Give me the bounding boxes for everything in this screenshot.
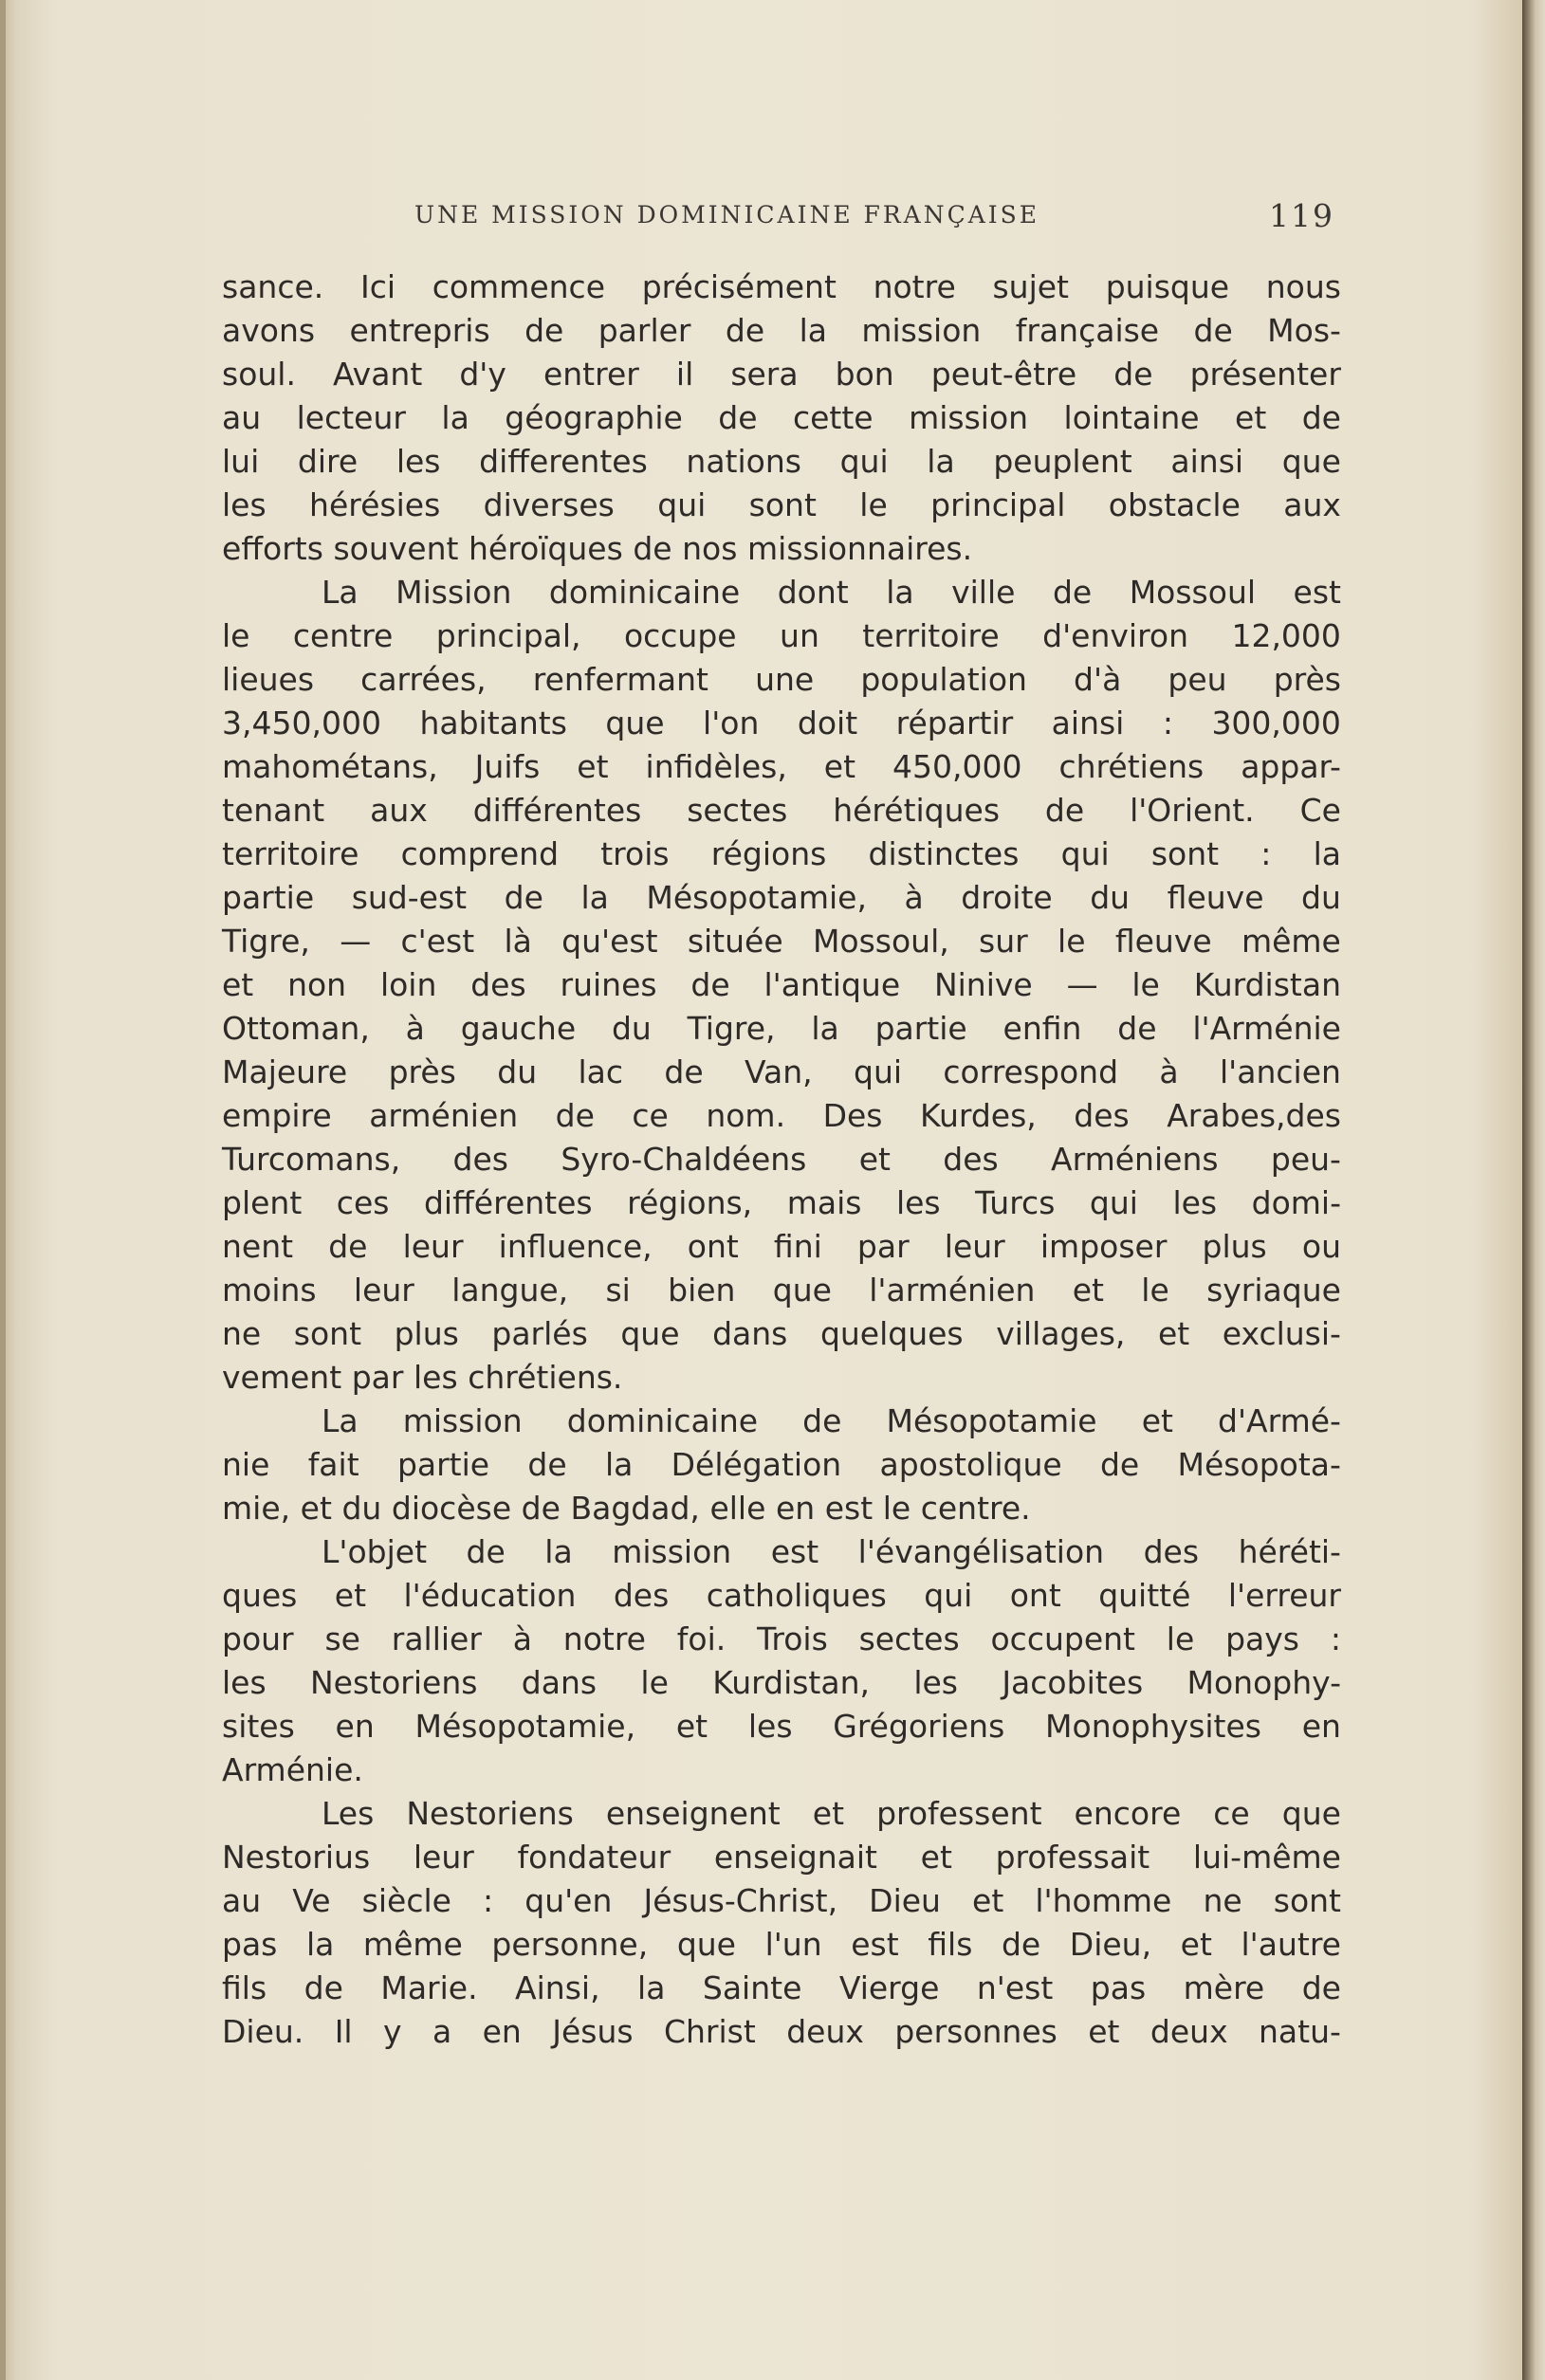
text-line: territoire comprend trois régions distinctes qui sont : la — [222, 835, 1341, 872]
text-line: les hérésies diverses qui sont le principal obstacle aux — [222, 486, 1341, 523]
text-line: ques et l'éducation des catholiques qui ont quitté l'erreur — [222, 1577, 1341, 1614]
page-header — [414, 197, 1334, 239]
text-line: lui dire les differentes nations qui la peuplent ainsi que — [222, 443, 1341, 480]
text-line: Ottoman, à gauche du Tigre, la partie enfin de l'Arménie — [222, 1010, 1341, 1047]
text-line: plent ces différentes régions, mais les Turcs qui les domi- — [222, 1184, 1341, 1221]
text-line: partie sud-est de la Mésopotamie, à droite du fleuve du — [222, 879, 1341, 916]
text-line: le centre principal, occupe un territoire d'environ 12,000 — [222, 617, 1341, 654]
text-line: empire arménien de ce nom. Des Kurdes, des Arabes,des — [222, 1097, 1341, 1134]
text-line: sites en Mésopotamie, et les Grégoriens Monophysites en — [222, 1708, 1341, 1745]
text-line: La mission dominicaine de Mésopotamie et d'Armé- — [322, 1402, 1341, 1439]
text-line: ne sont plus parlés que dans quelques villages, et exclusi- — [222, 1315, 1341, 1352]
text-line: Les Nestoriens enseignent et professent encore ce que — [322, 1795, 1341, 1832]
page-right-edge — [1522, 0, 1545, 2380]
text-line: efforts souvent héroïques de nos missionnaires. — [222, 530, 973, 567]
text-line: 3,450,000 habitants que l'on doit répartir ainsi : 300,000 — [222, 705, 1341, 741]
text-line: pas la même personne, que l'un est fils de Dieu, et l'autre — [222, 1926, 1341, 1963]
text-line: lieues carrées, renfermant une population d'à peu près — [222, 661, 1341, 698]
text-line: mahométans, Juifs et infidèles, et 450,000 chrétiens appar- — [222, 748, 1341, 785]
text-line: L'objet de la mission est l'évangélisation des héréti- — [322, 1533, 1341, 1570]
text-line: sance. Ici commence précisément notre sujet puisque nous — [222, 268, 1341, 305]
text-line: moins leur langue, si bien que l'arménien et le syriaque — [222, 1272, 1341, 1309]
text-line: pour se rallier à notre foi. Trois sectes occupent le pays : — [222, 1620, 1341, 1657]
text-line: soul. Avant d'y entrer il sera bon peut-être de présenter — [222, 356, 1341, 393]
body-text — [222, 265, 1341, 2054]
text-line: au Ve siècle : qu'en Jésus-Christ, Dieu et l'homme ne sont — [222, 1882, 1341, 1919]
page-left-edge — [0, 0, 6, 2380]
text-line: Majeure près du lac de Van, qui correspond à l'ancien — [222, 1053, 1341, 1090]
text-line: mie, et du diocèse de Bagdad, elle en est le centre. — [222, 1490, 1031, 1527]
text-line: Nestorius leur fondateur enseignait et professait lui-même — [222, 1839, 1341, 1876]
text-line: les Nestoriens dans le Kurdistan, les Jacobites Monophy- — [222, 1664, 1341, 1701]
text-line: au lecteur la géographie de cette mission lointaine et de — [222, 399, 1341, 436]
text-line: Tigre, — c'est là qu'est située Mossoul, sur le fleuve même — [222, 923, 1341, 960]
text-line: Turcomans, des Syro-Chaldéens et des Arméniens peu- — [222, 1141, 1341, 1178]
text-line: La Mission dominicaine dont la ville de Mossoul est — [322, 574, 1341, 611]
page-number: 119 — [1269, 197, 1334, 234]
text-line: Arménie. — [222, 1751, 363, 1788]
text-line: nie fait partie de la Délégation apostolique de Mésopota- — [222, 1446, 1341, 1483]
text-line: fils de Marie. Ainsi, la Sainte Vierge n'est pas mère de — [222, 1969, 1341, 2006]
text-line: avons entrepris de parler de la mission française de Mos- — [222, 312, 1341, 349]
text-line: Dieu. Il y a en Jésus Christ deux personnes et deux natu- — [222, 2013, 1341, 2050]
text-line: et non loin des ruines de l'antique Ninive — le Kurdistan — [222, 966, 1341, 1003]
text-line: nent de leur influence, ont fini par leur imposer plus ou — [222, 1228, 1341, 1265]
running-title: UNE MISSION DOMINICAINE FRANÇAISE — [414, 201, 1040, 229]
text-line: tenant aux différentes sectes hérétiques de l'Orient. Ce — [222, 792, 1341, 829]
text-line: vement par les chrétiens. — [222, 1359, 623, 1396]
